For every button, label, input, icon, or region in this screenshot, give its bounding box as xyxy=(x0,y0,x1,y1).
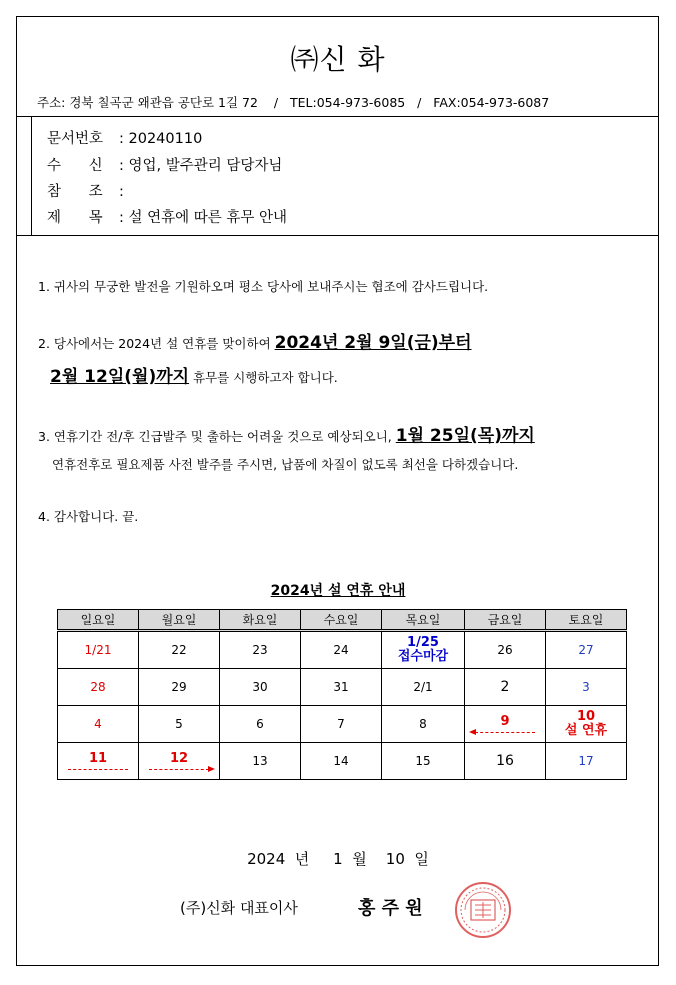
deadline-note: 접수마감 xyxy=(397,649,449,664)
meta-reference xyxy=(47,180,124,201)
calendar-day: 2 xyxy=(465,669,546,706)
calendar-header-row xyxy=(58,610,627,631)
header-saturday: 토요일 xyxy=(546,610,627,631)
calendar-day: 27 xyxy=(546,631,627,669)
holiday-day: 10 xyxy=(576,709,596,724)
signer-name: 홍 주 원 xyxy=(358,898,423,919)
header-thursday: 목요일 xyxy=(382,610,465,631)
paragraph-1: 1. 귀사의 무궁한 발전을 기원하오며 평소 당사에 보내주시는 협조에 감사드립니다. xyxy=(38,279,489,294)
calendar-day: 31 xyxy=(301,669,382,706)
meta-label: 참 조 xyxy=(47,184,103,200)
company-address: 주소: 경북 칠곡군 왜관읍 공단로 1길 72 / TEL:054-973-6085 / FAX:054-973-6087 xyxy=(37,95,550,110)
meta-recipient xyxy=(47,154,282,175)
paragraph-2-cont xyxy=(50,362,338,387)
calendar-day: 16 xyxy=(465,743,546,780)
calendar-day: 6 xyxy=(220,706,301,743)
calendar-day: 24 xyxy=(301,631,382,669)
calendar-week-row xyxy=(58,706,627,743)
header-friday: 금요일 xyxy=(465,610,546,631)
paragraph-3 xyxy=(38,421,535,446)
calendar-day: 17 xyxy=(546,743,627,780)
calendar-day: 8 xyxy=(382,706,465,743)
calendar-day: 30 xyxy=(220,669,301,706)
holiday-calendar xyxy=(57,609,627,780)
calendar-week-row xyxy=(58,669,627,706)
calendar-day: 28 xyxy=(58,669,139,706)
calendar-day: 4 xyxy=(58,706,139,743)
document-date: 2024 년 1 월 10 일 xyxy=(247,850,429,868)
calendar-day-holiday-end xyxy=(139,743,220,780)
company-seal-icon xyxy=(453,880,513,940)
calendar-day: 5 xyxy=(139,706,220,743)
calendar-day: 3 xyxy=(546,669,627,706)
paragraph-4: 4. 감사합니다. 끝. xyxy=(38,509,139,524)
calendar-week-row xyxy=(58,743,627,780)
left-arrow-icon xyxy=(475,732,535,733)
meta-value: : xyxy=(119,184,124,200)
paragraph-2-text: 2. 당사에서는 2024년 설 연휴를 맞이하여 xyxy=(38,336,275,351)
meta-doc-number xyxy=(47,127,202,148)
calendar-day: 22 xyxy=(139,631,220,669)
holiday-end-date: 2월 12일(월)까지 xyxy=(50,367,190,387)
company-name: ㈜신 화 xyxy=(290,43,386,76)
meta-subject xyxy=(47,206,287,227)
meta-value: : 영업, 발주관리 담당자님 xyxy=(119,158,283,174)
calendar-day-holiday-label xyxy=(546,706,627,743)
meta-label: 수 신 xyxy=(47,158,103,174)
holiday-start-date: 2024년 2월 9일(금)부터 xyxy=(274,333,472,353)
calendar-day-deadline xyxy=(382,631,465,669)
calendar-day-holiday xyxy=(58,743,139,780)
meta-value: : 20240110 xyxy=(119,131,203,147)
calendar-day: 15 xyxy=(382,743,465,780)
deadline-day: 1/25 xyxy=(407,635,439,650)
meta-label: 문서번호 xyxy=(47,131,104,147)
calendar-day: 13 xyxy=(220,743,301,780)
calendar-day: 26 xyxy=(465,631,546,669)
header-monday: 월요일 xyxy=(139,610,220,631)
calendar-day-holiday-start xyxy=(465,706,546,743)
holiday-day: 11 xyxy=(88,751,108,766)
calendar-day: 7 xyxy=(301,706,382,743)
calendar-day: 23 xyxy=(220,631,301,669)
meta-left-rule xyxy=(31,116,32,235)
divider-top xyxy=(16,116,659,117)
paragraph-2-tail: 휴무를 시행하고자 합니다. xyxy=(189,370,338,385)
order-deadline-date: 1월 25일(목)까지 xyxy=(395,426,535,446)
dashed-line-icon xyxy=(68,769,128,770)
calendar-day: 14 xyxy=(301,743,382,780)
paragraph-3-cont: 연휴전후로 필요제품 사전 발주를 주시면, 납품에 차질이 없도록 최선을 다하겠습니다. xyxy=(52,457,519,472)
paragraph-3-text: 3. 연휴기간 전/후 긴급발주 및 출하는 어려울 것으로 예상되오니, xyxy=(38,429,396,444)
header-wednesday: 수요일 xyxy=(301,610,382,631)
divider-meta xyxy=(16,235,659,236)
meta-value: : 설 연휴에 따른 휴무 안내 xyxy=(119,210,288,226)
meta-label: 제 목 xyxy=(47,210,103,226)
signer-title: (주)신화 대표이사 xyxy=(180,899,298,917)
calendar-day: 2/1 xyxy=(382,669,465,706)
calendar-day: 29 xyxy=(139,669,220,706)
header-tuesday: 화요일 xyxy=(220,610,301,631)
calendar-week-row xyxy=(58,631,627,669)
calendar-day: 1/21 xyxy=(58,631,139,669)
right-arrow-icon xyxy=(149,769,209,770)
paragraph-2 xyxy=(38,328,472,353)
holiday-note: 설 연휴 xyxy=(564,723,608,738)
holiday-day: 9 xyxy=(500,714,510,729)
header-sunday: 일요일 xyxy=(58,610,139,631)
calendar-title: 2024년 설 연휴 안내 xyxy=(270,583,406,599)
holiday-day: 12 xyxy=(169,751,189,766)
